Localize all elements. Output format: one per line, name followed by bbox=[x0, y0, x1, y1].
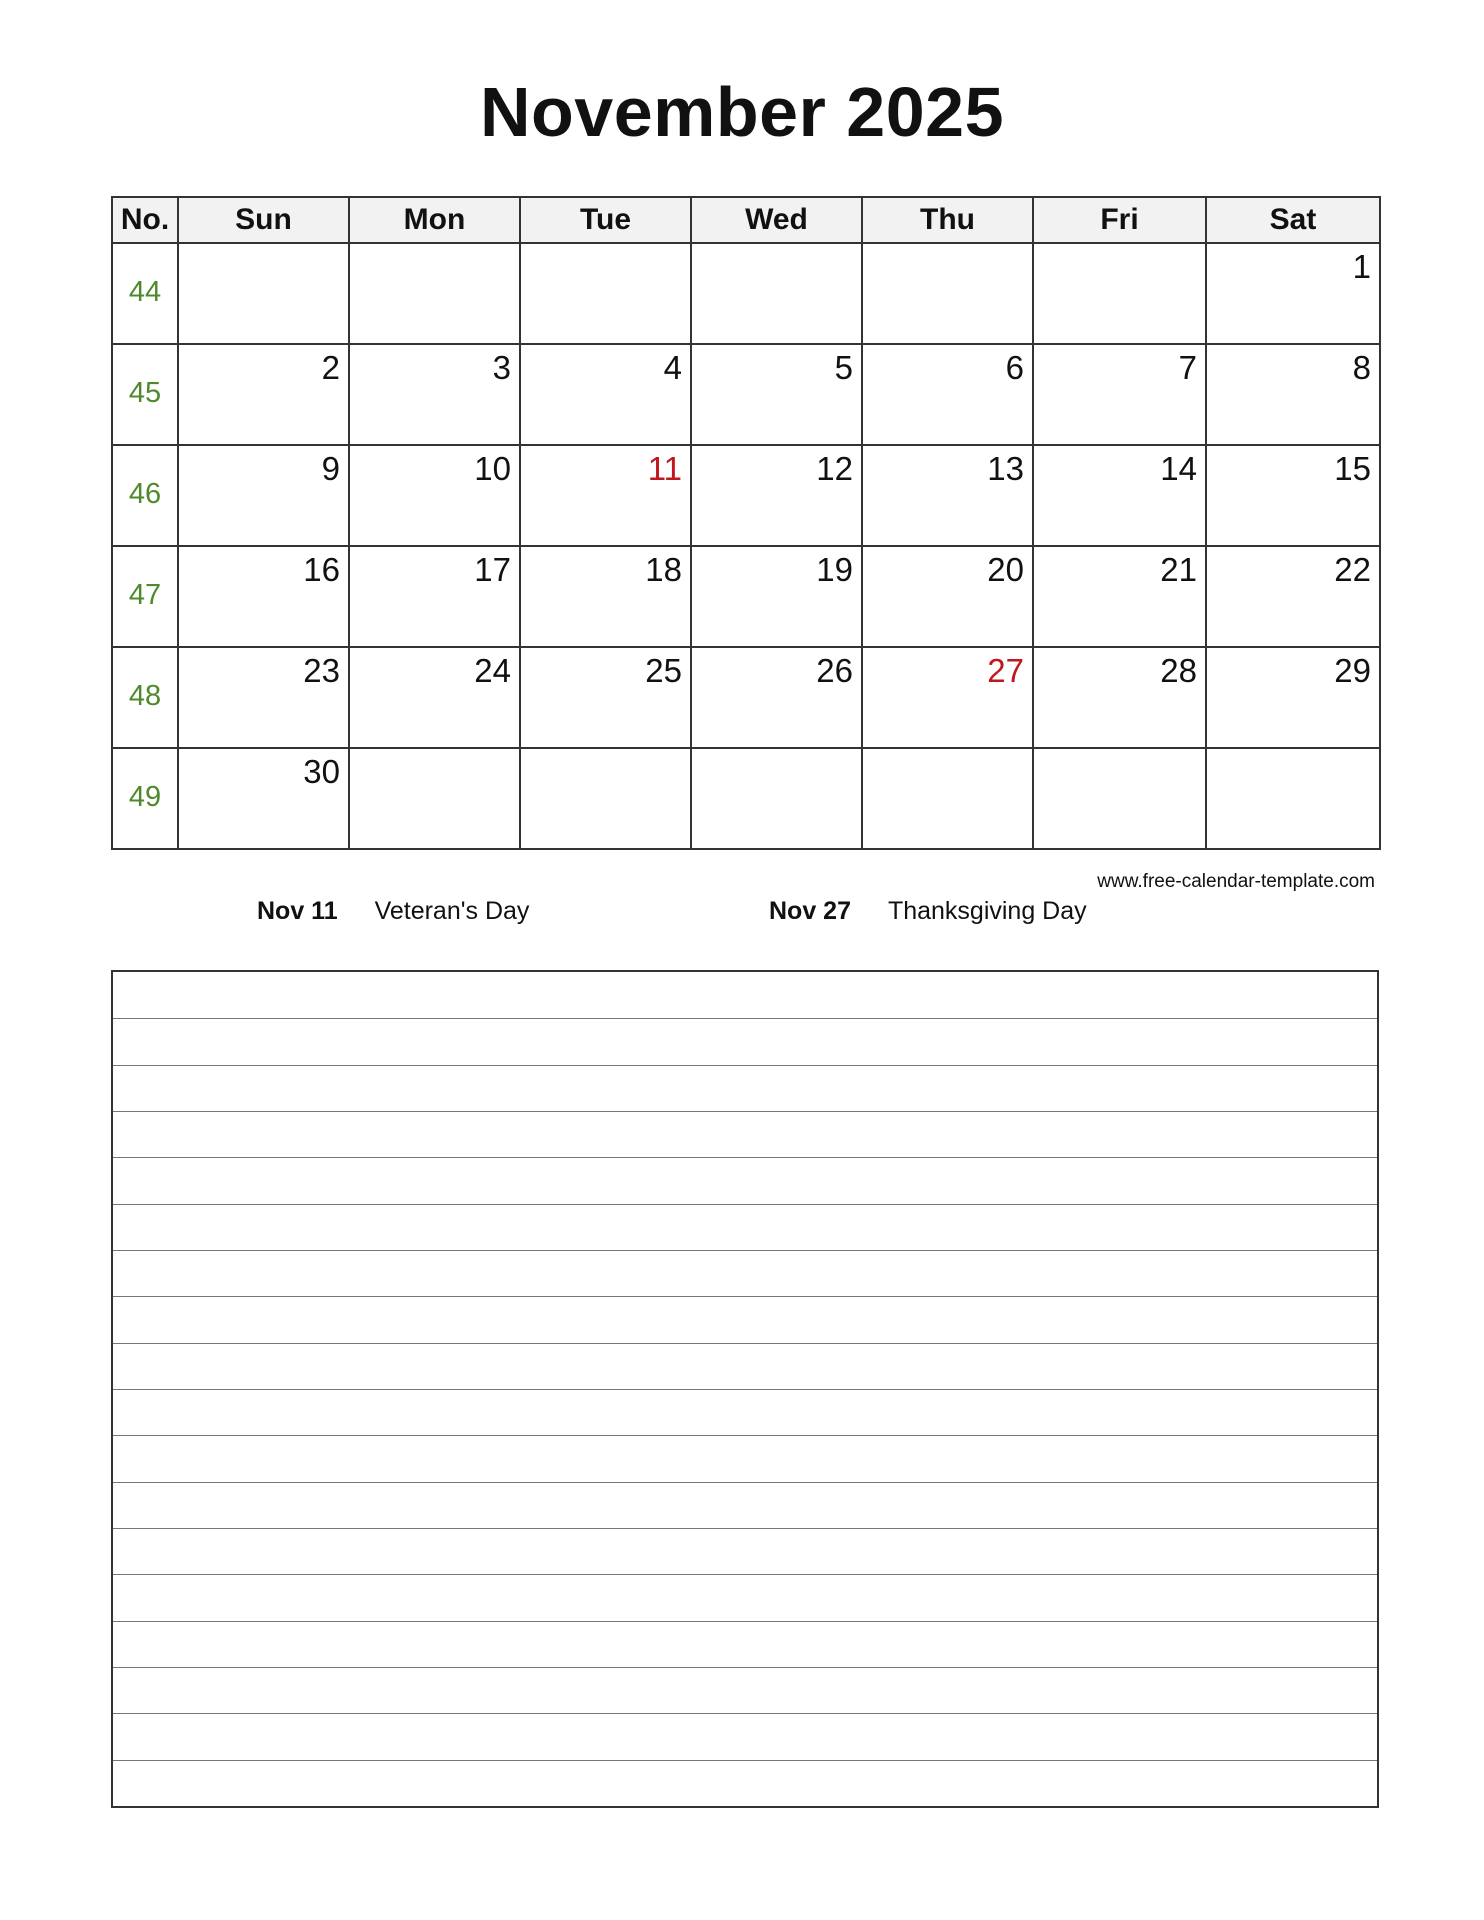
holiday-entry bbox=[769, 897, 1087, 926]
notes-line bbox=[113, 1296, 1377, 1297]
day-cell[interactable] bbox=[691, 445, 862, 546]
week-number: 44 bbox=[128, 276, 162, 308]
page-title: November 2025 bbox=[479, 73, 1004, 151]
day-number: 29 bbox=[1334, 652, 1371, 689]
day-number: 3 bbox=[492, 349, 511, 386]
day-cell[interactable] bbox=[862, 748, 1033, 849]
day-cell[interactable] bbox=[1206, 243, 1380, 344]
day-cell[interactable] bbox=[349, 647, 520, 748]
weekday-header-mon: Mon bbox=[349, 197, 520, 243]
day-cell[interactable] bbox=[178, 546, 349, 647]
day-cell[interactable] bbox=[349, 445, 520, 546]
week-number-cell bbox=[112, 546, 178, 647]
day-cell[interactable] bbox=[520, 748, 691, 849]
week-row bbox=[112, 243, 1380, 344]
day-cell[interactable] bbox=[862, 546, 1033, 647]
day-number: 1 bbox=[1352, 248, 1371, 285]
day-number: 6 bbox=[1005, 349, 1024, 386]
week-number-cell bbox=[112, 748, 178, 849]
day-number: 4 bbox=[663, 349, 682, 386]
notes-line bbox=[113, 1435, 1377, 1436]
weekday-header-wed: Wed bbox=[691, 197, 862, 243]
day-cell[interactable] bbox=[691, 344, 862, 445]
day-cell[interactable] bbox=[862, 243, 1033, 344]
holiday-name: Veteran's Day bbox=[374, 897, 530, 925]
notes-line bbox=[113, 1157, 1377, 1158]
day-cell[interactable] bbox=[349, 546, 520, 647]
day-number: 16 bbox=[303, 551, 340, 588]
day-cell[interactable] bbox=[520, 445, 691, 546]
day-cell[interactable] bbox=[178, 344, 349, 445]
week-number: 48 bbox=[128, 680, 162, 712]
week-number: 49 bbox=[128, 781, 162, 813]
day-cell[interactable] bbox=[349, 344, 520, 445]
week-number-cell bbox=[112, 344, 178, 445]
day-number: 12 bbox=[816, 450, 853, 487]
week-number: 47 bbox=[128, 579, 162, 611]
day-cell[interactable] bbox=[1033, 647, 1206, 748]
holiday-name: Thanksgiving Day bbox=[887, 897, 1087, 925]
day-cell[interactable] bbox=[349, 243, 520, 344]
weekday-header-sat: Sat bbox=[1206, 197, 1380, 243]
day-cell[interactable] bbox=[862, 445, 1033, 546]
day-number: 7 bbox=[1178, 349, 1197, 386]
calendar-grid bbox=[111, 196, 1381, 850]
weekday-header-tue: Tue bbox=[520, 197, 691, 243]
day-cell[interactable] bbox=[178, 445, 349, 546]
week-row bbox=[112, 748, 1380, 849]
day-number: 22 bbox=[1334, 551, 1371, 588]
day-cell[interactable] bbox=[1206, 546, 1380, 647]
notes-line bbox=[113, 1018, 1377, 1019]
notes-line bbox=[113, 1389, 1377, 1390]
day-cell[interactable] bbox=[691, 647, 862, 748]
weekday-header-row bbox=[112, 197, 1380, 243]
holiday-date: Nov 11 bbox=[257, 897, 338, 925]
day-number: 9 bbox=[321, 450, 340, 487]
week-number: 46 bbox=[128, 478, 162, 510]
notes-area[interactable] bbox=[111, 970, 1379, 1808]
notes-line bbox=[113, 1065, 1377, 1066]
day-cell[interactable] bbox=[178, 647, 349, 748]
day-number: 24 bbox=[474, 652, 511, 689]
notes-line bbox=[113, 1621, 1377, 1622]
day-number: 23 bbox=[303, 652, 340, 689]
day-cell[interactable] bbox=[1033, 546, 1206, 647]
day-number: 21 bbox=[1160, 551, 1197, 588]
notes-line bbox=[113, 1528, 1377, 1529]
week-number-cell bbox=[112, 445, 178, 546]
day-number: 11 bbox=[647, 450, 682, 487]
day-number: 27 bbox=[987, 652, 1024, 689]
week-row bbox=[112, 445, 1380, 546]
holiday-entry bbox=[257, 897, 529, 926]
day-cell[interactable] bbox=[520, 546, 691, 647]
weekday-header-thu: Thu bbox=[862, 197, 1033, 243]
day-cell[interactable] bbox=[520, 647, 691, 748]
notes-line bbox=[113, 1343, 1377, 1344]
weekday-header-sun: Sun bbox=[178, 197, 349, 243]
day-number: 28 bbox=[1160, 652, 1197, 689]
day-number: 26 bbox=[816, 652, 853, 689]
week-row bbox=[112, 344, 1380, 445]
day-cell[interactable] bbox=[691, 546, 862, 647]
day-cell[interactable] bbox=[1206, 445, 1380, 546]
notes-line bbox=[113, 1111, 1377, 1112]
day-cell[interactable] bbox=[178, 748, 349, 849]
notes-line bbox=[113, 1250, 1377, 1251]
week-number-cell bbox=[112, 647, 178, 748]
week-row bbox=[112, 647, 1380, 748]
week-number-header: No. bbox=[112, 197, 178, 243]
day-cell[interactable] bbox=[1033, 243, 1206, 344]
week-row bbox=[112, 546, 1380, 647]
week-number: 45 bbox=[128, 377, 162, 409]
week-number-cell bbox=[112, 243, 178, 344]
day-number: 8 bbox=[1352, 349, 1371, 386]
day-cell[interactable] bbox=[520, 344, 691, 445]
day-number: 30 bbox=[303, 753, 340, 790]
day-cell[interactable] bbox=[349, 748, 520, 849]
notes-line bbox=[113, 1482, 1377, 1483]
day-cell[interactable] bbox=[520, 243, 691, 344]
day-number: 10 bbox=[474, 450, 511, 487]
day-number: 19 bbox=[816, 551, 853, 588]
day-number: 25 bbox=[645, 652, 682, 689]
day-number: 2 bbox=[321, 349, 340, 386]
day-cell[interactable] bbox=[1033, 748, 1206, 849]
day-number: 13 bbox=[987, 450, 1024, 487]
notes-line bbox=[113, 1574, 1377, 1575]
day-cell[interactable] bbox=[862, 647, 1033, 748]
notes-line bbox=[113, 1760, 1377, 1761]
day-cell[interactable] bbox=[862, 344, 1033, 445]
day-cell[interactable] bbox=[1206, 344, 1380, 445]
day-number: 17 bbox=[474, 551, 511, 588]
day-cell[interactable] bbox=[691, 243, 862, 344]
notes-line bbox=[113, 1667, 1377, 1668]
website-credit: www.free-calendar-template.com bbox=[1097, 871, 1375, 892]
day-cell[interactable] bbox=[178, 243, 349, 344]
day-number: 5 bbox=[834, 349, 853, 386]
day-number: 15 bbox=[1334, 450, 1371, 487]
day-number: 14 bbox=[1160, 450, 1197, 487]
day-cell[interactable] bbox=[1033, 344, 1206, 445]
day-cell[interactable] bbox=[1206, 647, 1380, 748]
day-number: 20 bbox=[987, 551, 1024, 588]
day-cell[interactable] bbox=[1033, 445, 1206, 546]
weekday-header-fri: Fri bbox=[1033, 197, 1206, 243]
holiday-date: Nov 27 bbox=[769, 897, 851, 925]
day-number: 18 bbox=[645, 551, 682, 588]
day-cell[interactable] bbox=[691, 748, 862, 849]
notes-line bbox=[113, 1713, 1377, 1714]
notes-line bbox=[113, 1204, 1377, 1205]
day-cell[interactable] bbox=[1206, 748, 1380, 849]
